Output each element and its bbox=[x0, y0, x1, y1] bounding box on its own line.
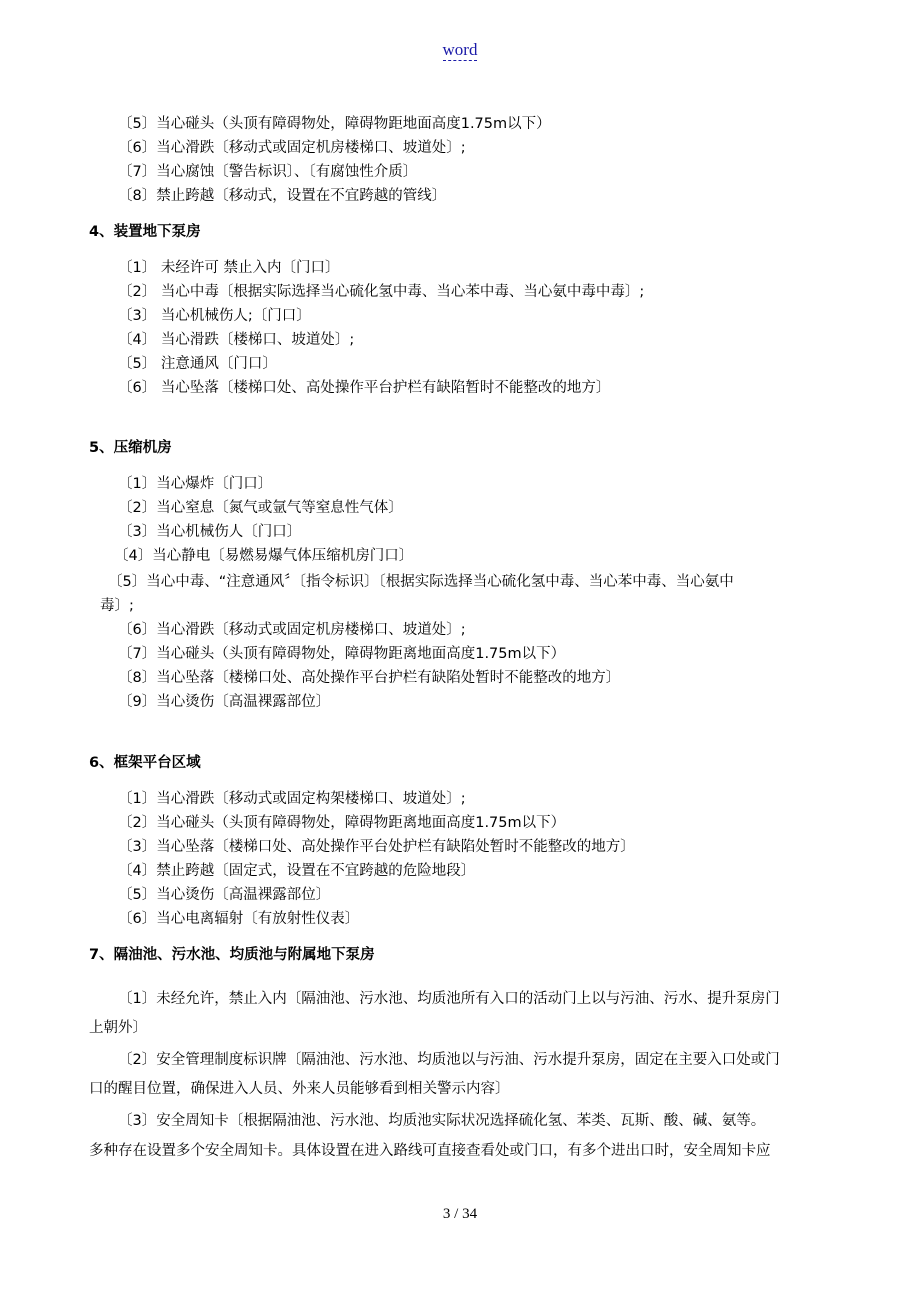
section-heading: 6、框架平台区域 bbox=[89, 755, 201, 771]
list-item: 〔3〕当心机械伤人〔门口〕 bbox=[118, 524, 302, 540]
list-item: 〔3〕 当心机械伤人;〔门口〕 bbox=[118, 308, 311, 324]
page-number: 3 / 34 bbox=[442, 1206, 478, 1222]
section-heading: 5、压缩机房 bbox=[89, 440, 172, 456]
list-item: 〔1〕当心滑跌〔移动式或固定构架楼梯口、坡道处〕; bbox=[118, 791, 466, 807]
paragraph-line: 〔2〕安全管理制度标识牌〔隔油池、污水池、均质池以与污油、污水提升泵房，固定在主要入口处或门 bbox=[118, 1052, 780, 1068]
list-item: 〔2〕当心碰头（头顶有障碍物处，障碍物距离地面高度1.75m以下） bbox=[118, 815, 566, 831]
list-item: 〔2〕当心窒息〔氮气或氩气等窒息性气体〕 bbox=[118, 500, 403, 516]
list-item: 〔8〕禁止跨越〔移动式，设置在不宜跨越的管线〕 bbox=[118, 188, 447, 204]
list-item: 〔4〕禁止跨越〔固定式，设置在不宜跨越的危险地段〕 bbox=[118, 863, 476, 879]
list-item: 〔1〕 未经许可 禁止入内〔门口〕 bbox=[118, 260, 340, 276]
paragraph-line: 多种存在设置多个安全周知卡。具体设置在进入路线可直接查看处或门口，有多个进出口时，安全周知卡应 bbox=[89, 1143, 771, 1159]
list-item: 〔2〕 当心中毒〔根据实际选择当心硫化氢中毒、当心苯中毒、当心氨中毒中毒〕; bbox=[118, 284, 645, 300]
paragraph-line: 〔1〕未经允许，禁止入内〔隔油池、污水池、均质池所有入口的活动门上以与污油、污水、提升泵房门 bbox=[118, 991, 780, 1007]
paragraph-line: 口的醒目位置，确保进入人员、外来人员能够看到相关警示内容〕 bbox=[89, 1081, 510, 1097]
section-heading: 7、隔油池、污水池、均质池与附属地下泵房 bbox=[89, 947, 375, 963]
list-item: 〔7〕当心腐蚀〔警告标识〕、〔有腐蚀性介质〕 bbox=[118, 164, 418, 180]
section-heading: 4、装置地下泵房 bbox=[89, 224, 201, 240]
list-item: 〔9〕当心烫伤〔高温裸露部位〕 bbox=[118, 694, 331, 710]
paragraph-line: 〔3〕安全周知卡〔根据隔油池、污水池、均质池实际状况选择硫化氢、苯类、瓦斯、酸、碱、氨等。 bbox=[118, 1113, 766, 1129]
list-item: 〔1〕当心爆炸〔门口〕 bbox=[118, 476, 273, 492]
page-header bbox=[0, 40, 920, 60]
list-item-continuation: 毒〕; bbox=[100, 598, 134, 614]
list-item: 〔6〕 当心坠落〔楼梯口处、高处操作平台护栏有缺陷暂时不能整改的地方〕 bbox=[118, 380, 611, 396]
list-item: 〔3〕当心坠落〔楼梯口处、高处操作平台处护栏有缺陷处暂时不能整改的地方〕 bbox=[118, 839, 635, 855]
list-item: 〔7〕当心碰头（头顶有障碍物处，障碍物距离地面高度1.75m以下） bbox=[118, 646, 566, 662]
list-item: 〔5〕 注意通风〔门口〕 bbox=[118, 356, 277, 372]
list-item: 〔6〕当心电离辐射〔有放射性仪表〕 bbox=[118, 911, 360, 927]
list-item: 〔8〕当心坠落〔楼梯口处、高处操作平台护栏有缺陷处暂时不能整改的地方〕 bbox=[118, 670, 621, 686]
list-item: 〔4〕当心静电〔易燃易爆气体压缩机房门口〕 bbox=[114, 548, 414, 564]
header-title[interactable]: word bbox=[442, 40, 478, 59]
list-item: 〔6〕当心滑跌〔移动式或固定机房楼梯口、坡道处〕; bbox=[118, 140, 466, 156]
list-item: 〔5〕当心碰头（头顶有障碍物处，障碍物距地面高度1.75m以下） bbox=[118, 116, 551, 132]
paragraph-line: 上朝外〕 bbox=[89, 1020, 147, 1036]
list-item: 〔5〕当心烫伤〔高温裸露部位〕 bbox=[118, 887, 331, 903]
list-item: 〔6〕当心滑跌〔移动式或固定机房楼梯口、坡道处〕; bbox=[118, 622, 466, 638]
list-item: 〔5〕当心中毒、“注意通风〞〔指令标识〕〔根据实际选择当心硫化氢中毒、当心苯中毒、当心氨中 bbox=[108, 574, 734, 590]
list-item: 〔4〕 当心滑跌〔楼梯口、坡道处〕; bbox=[118, 332, 355, 348]
